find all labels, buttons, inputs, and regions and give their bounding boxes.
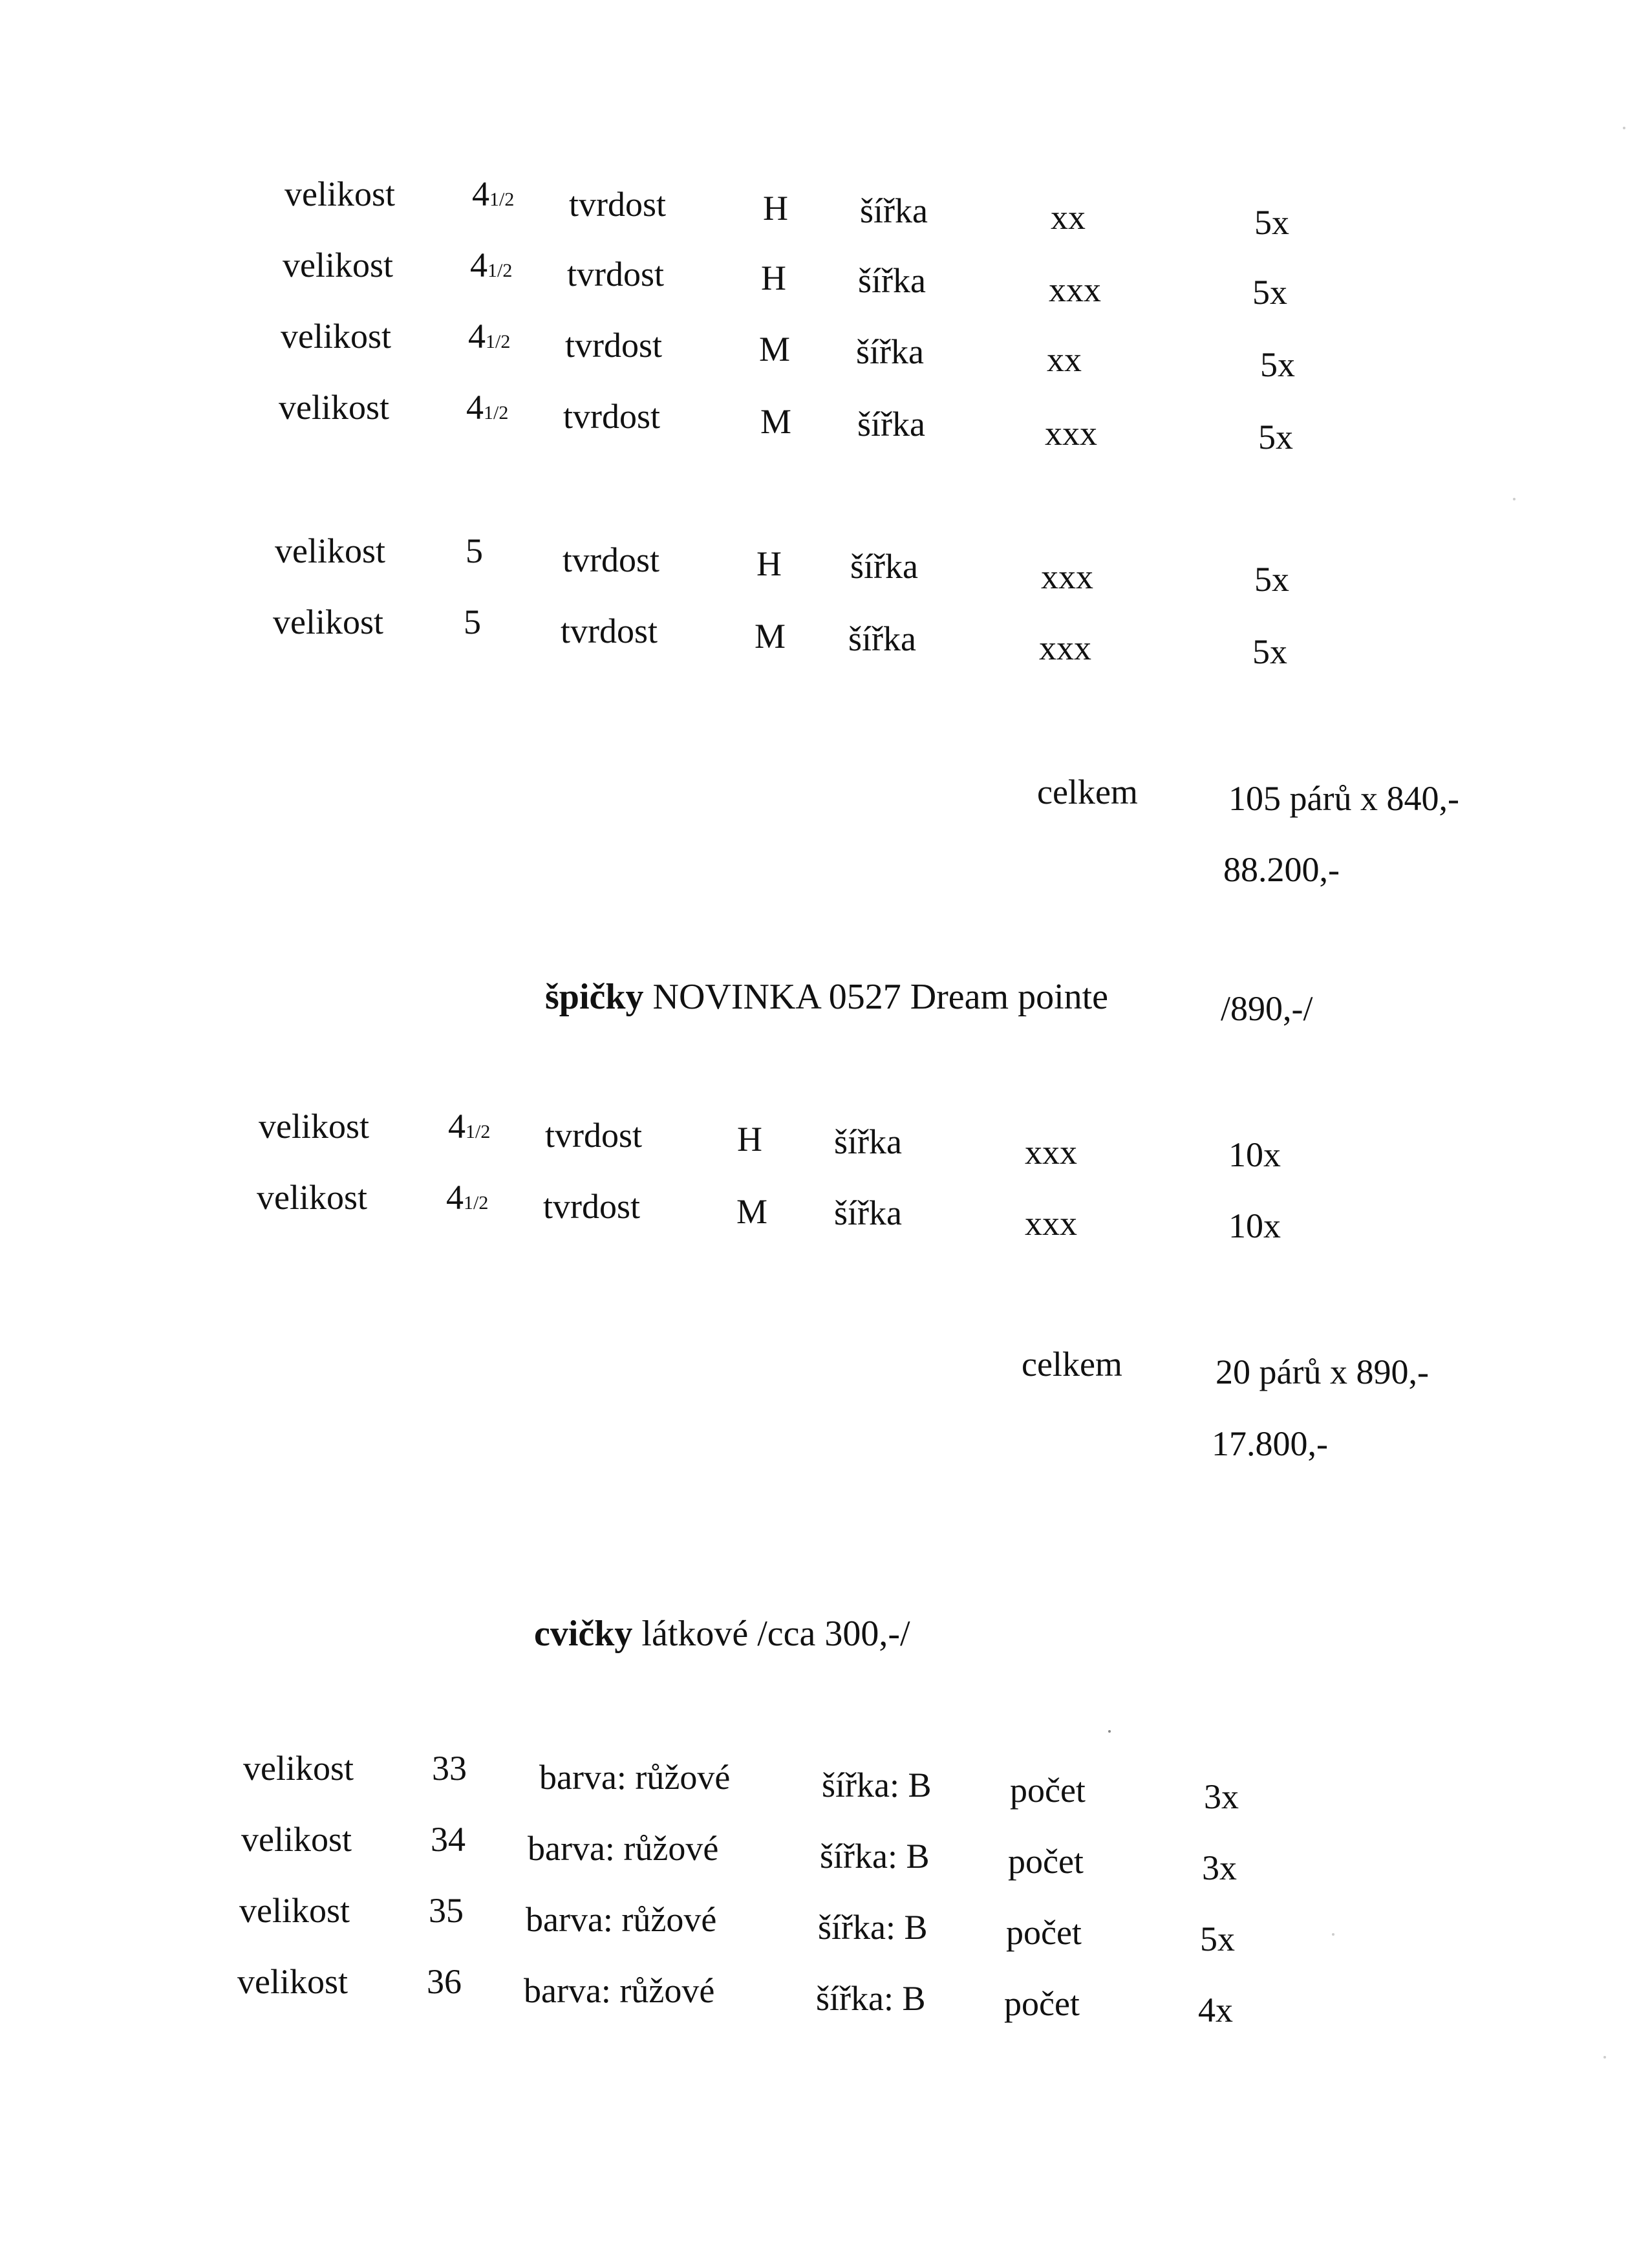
count-value: 5x	[1254, 203, 1289, 242]
width-value: šířka: B	[820, 1837, 930, 1876]
hardness-value: H	[756, 544, 782, 583]
scan-speck	[1623, 127, 1625, 129]
width-value: xxx	[1039, 628, 1091, 667]
section2-title-rest: NOVINKA 0527 Dream pointe	[643, 977, 1109, 1017]
section1-row-4	[279, 388, 1650, 456]
hardness-label: tvrdost	[567, 255, 665, 294]
section3-row-4	[237, 1962, 1650, 2027]
width-label: šířka	[856, 332, 924, 371]
width-value: xxx	[1049, 270, 1101, 309]
count-value: 3x	[1204, 1777, 1239, 1816]
count-label: počet	[1010, 1771, 1086, 1810]
count-value: 5x	[1260, 345, 1295, 384]
section2-total-line: 20 párů x 890,-	[1216, 1353, 1429, 1391]
section1-total-label: celkem	[1037, 773, 1138, 811]
width-value: xxx	[1025, 1133, 1077, 1171]
hardness-label: tvrdost	[563, 397, 661, 436]
count-label: počet	[1004, 1984, 1080, 2023]
section3-title	[534, 1613, 910, 1654]
scan-speck	[1513, 498, 1516, 500]
size-label: velikost	[237, 1962, 348, 2001]
width-label: šířka	[857, 405, 925, 444]
count-value: 5x	[1252, 632, 1287, 671]
size-label: velikost	[273, 603, 383, 641]
count-value: 5x	[1200, 1920, 1235, 1958]
width-value: xxx	[1041, 557, 1093, 596]
section3-row-2	[241, 1820, 1650, 1885]
size-value: 41/2	[446, 1178, 489, 1217]
hardness-label: tvrdost	[565, 326, 663, 365]
count-value: 10x	[1228, 1135, 1281, 1174]
width-value: xx	[1051, 198, 1086, 237]
count-value: 3x	[1202, 1848, 1237, 1887]
width-label: šířka	[850, 547, 918, 586]
section2-row-2	[257, 1178, 1650, 1243]
section3-title-rest: látkové /cca 300,-/	[632, 1614, 910, 1654]
width-label: šířka	[858, 261, 926, 300]
size-label: velikost	[283, 246, 393, 284]
width-label: šířka	[834, 1193, 902, 1232]
section2-total-sum: 17.800,-	[1212, 1424, 1328, 1463]
hardness-label: tvrdost	[545, 1116, 643, 1155]
hardness-label: tvrdost	[561, 612, 658, 650]
section1-total-line: 105 párů x 840,-	[1228, 779, 1459, 818]
size-label: velikost	[241, 1820, 352, 1859]
size-value: 33	[432, 1749, 467, 1788]
width-label: šířka	[848, 619, 916, 658]
section1-row-3	[281, 317, 1650, 384]
section1-row-6	[273, 603, 1650, 671]
section1-total-sum: 88.200,-	[1223, 850, 1340, 889]
count-label: počet	[1008, 1842, 1084, 1881]
size-value: 41/2	[466, 388, 509, 427]
section1-row-5	[275, 531, 1650, 599]
width-label: šířka	[860, 191, 928, 230]
section1-row-2	[283, 246, 1650, 310]
size-label: velikost	[259, 1107, 369, 1146]
color-value: barva: růžové	[526, 1900, 717, 1939]
count-value: 4x	[1198, 1991, 1233, 2029]
size-label: velikost	[275, 531, 385, 570]
section2-title	[545, 976, 1108, 1018]
count-value: 5x	[1252, 273, 1287, 312]
hardness-value: M	[736, 1192, 768, 1231]
section3-row-3	[239, 1891, 1650, 1956]
count-value: 10x	[1228, 1206, 1281, 1245]
count-value: 5x	[1258, 418, 1293, 456]
color-value: barva: růžové	[539, 1758, 731, 1797]
scan-speck	[1332, 1933, 1334, 1936]
section2-total-label: celkem	[1022, 1345, 1122, 1384]
hardness-label: tvrdost	[562, 540, 660, 579]
size-label: velikost	[239, 1891, 350, 1930]
width-label: šířka	[834, 1122, 902, 1161]
scan-speck	[1603, 2056, 1606, 2059]
size-value: 41/2	[468, 317, 511, 356]
section1-row-1	[284, 175, 1650, 242]
section3-title-bold: cvičky	[534, 1614, 633, 1654]
hardness-label: tvrdost	[569, 185, 667, 224]
size-label: velikost	[279, 388, 389, 427]
section3-row-1	[243, 1749, 1650, 1816]
width-value: xx	[1047, 340, 1082, 379]
color-value: barva: růžové	[524, 1971, 715, 2010]
size-label: velikost	[284, 175, 395, 213]
hardness-value: M	[755, 617, 786, 656]
size-label: velikost	[257, 1178, 367, 1217]
section2-row-1	[259, 1107, 1650, 1174]
width-value: šířka: B	[816, 1979, 926, 2018]
size-value: 41/2	[472, 175, 515, 213]
width-value: šířka: B	[818, 1908, 928, 1947]
size-value: 36	[427, 1962, 462, 2001]
hardness-value: H	[763, 189, 788, 228]
size-value: 41/2	[470, 246, 513, 284]
hardness-label: tvrdost	[543, 1187, 641, 1226]
section2-price: /890,-/	[1221, 989, 1313, 1028]
count-label: počet	[1006, 1913, 1082, 1952]
size-value: 5	[464, 603, 481, 641]
color-value: barva: růžové	[528, 1829, 719, 1868]
size-value: 41/2	[448, 1107, 491, 1146]
size-label: velikost	[281, 317, 391, 356]
size-value: 34	[431, 1820, 466, 1859]
scan-speck	[1108, 1730, 1111, 1733]
width-value: xxx	[1045, 414, 1097, 453]
size-label: velikost	[243, 1749, 354, 1788]
size-value: 5	[466, 531, 483, 570]
section2-title-bold: špičky	[545, 977, 644, 1017]
hardness-value: H	[737, 1120, 762, 1159]
width-value: šířka: B	[822, 1766, 932, 1804]
size-value: 35	[429, 1891, 464, 1930]
hardness-value: H	[761, 259, 786, 297]
hardness-value: M	[759, 330, 791, 369]
count-value: 5x	[1254, 560, 1289, 599]
width-value: xxx	[1025, 1204, 1077, 1243]
hardness-value: M	[760, 402, 792, 441]
